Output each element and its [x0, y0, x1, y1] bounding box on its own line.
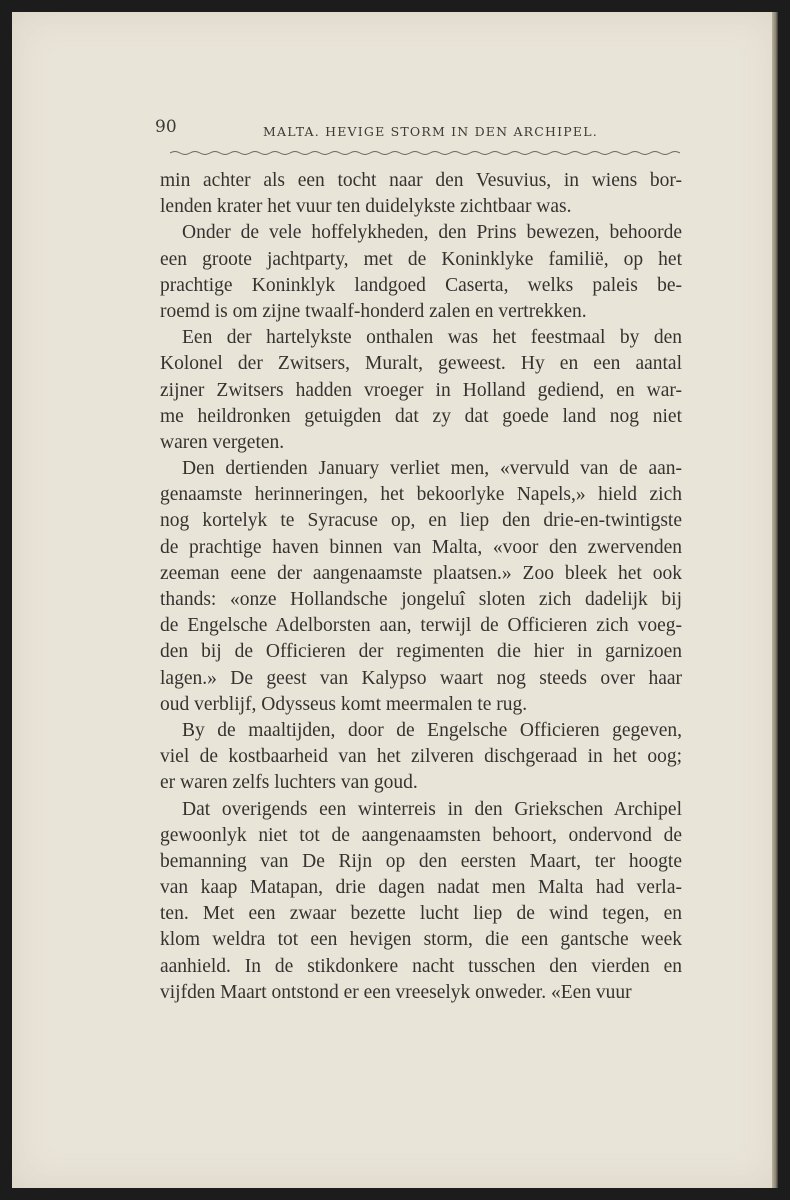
text-line: Den dertienden January verliet men, «vervuld van de aan-	[182, 458, 682, 480]
text-line: de Engelsche Adelborsten aan, terwijl de Officieren zich voeg-	[160, 615, 682, 637]
text-line: prachtige Koninklyk landgoed Caserta, welks paleis be-	[160, 274, 682, 296]
text-line: vijfden Maart ontstond er een vreeselyk onweder. «Een vuur	[160, 981, 632, 1003]
page-header	[155, 113, 680, 143]
paragraph	[160, 718, 682, 797]
paragraph	[160, 168, 682, 220]
text-line: van kaap Matapan, drie dagen nadat men Malta had verla-	[160, 877, 682, 899]
text-line: Een der hartelykste onthalen was het feestmaal by den	[182, 327, 682, 349]
text-line: zijner Zwitsers hadden vroeger in Holland gediend, en war-	[160, 379, 682, 401]
text-line: roemd is om zijne twaalf-honderd zalen en vertrekken.	[160, 300, 587, 322]
text-line: bemanning van De Rijn op den eersten Maart, ter hoogte	[160, 850, 682, 872]
text-line: den bij de Officieren der regimenten die hier in garnizoen	[160, 641, 682, 663]
page-number: 90	[155, 117, 177, 137]
text-line: Dat overigends een winterreis in den Griekschen Archipel	[182, 798, 682, 820]
paragraph	[160, 456, 682, 718]
text-line: lenden krater het vuur ten duidelykste zichtbaar was.	[160, 196, 572, 218]
paragraph	[160, 325, 682, 456]
text-line: me heildronken getuigden dat zy dat goede land nog niet	[160, 405, 682, 427]
text-line: Onder de vele hoffelykheden, den Prins bewezen, behoorde	[182, 222, 682, 244]
text-line: genaamste herinneringen, het bekoorlyke Napels,» hield zich	[160, 484, 682, 506]
text-line: waren vergeten.	[160, 431, 285, 453]
text-line: lagen.» De geest van Kalypso waart nog steeds over haar	[160, 667, 682, 689]
text-line: aanhield. In de stikdonkere nacht tusschen den vierden en	[160, 955, 682, 977]
text-line: Kolonel der Zwitsers, Muralt, geweest. Hy en een aantal	[160, 353, 682, 375]
running-head: MALTA. HEVIGE STORM IN DEN ARCHIPEL.	[263, 124, 598, 139]
body-text	[160, 168, 682, 1006]
text-line: nog kortelyk te Syracuse op, en liep den drie-en-twintigste	[160, 510, 682, 532]
page-edge	[772, 12, 778, 1188]
header-rule	[170, 150, 680, 158]
text-line: zeeman eene der aangenaamste plaatsen.» Zoo bleek het ook	[160, 562, 682, 584]
paragraph	[160, 220, 682, 325]
text-line: de prachtige haven binnen van Malta, «voor den zwervenden	[160, 536, 682, 558]
text-line: thands: «onze Hollandsche jongeluî sloten zich dadelijk bij	[160, 589, 682, 610]
text-line: viel de kostbaarheid van het zilveren dischgeraad in het oog;	[160, 746, 682, 768]
text-line: min achter als een tocht naar den Vesuvius, in wiens bor-	[160, 170, 682, 191]
text-line: klom weldra tot een hevigen storm, die een gantsche week	[160, 929, 682, 951]
text-line: een groote jachtparty, met de Koninklyke familië, op het	[160, 248, 682, 270]
paragraph	[160, 797, 682, 1007]
text-line: ten. Met een zwaar bezette lucht liep de wind tegen, en	[160, 903, 682, 925]
text-line: gewoonlyk niet tot de aangenaamsten behoort, ondervond de	[160, 824, 682, 846]
text-line: er waren zelfs luchters van goud.	[160, 772, 418, 794]
text-line: oud verblijf, Odysseus komt meermalen te rug.	[160, 693, 528, 715]
text-line: By de maaltijden, door de Engelsche Officieren gegeven,	[182, 719, 682, 741]
